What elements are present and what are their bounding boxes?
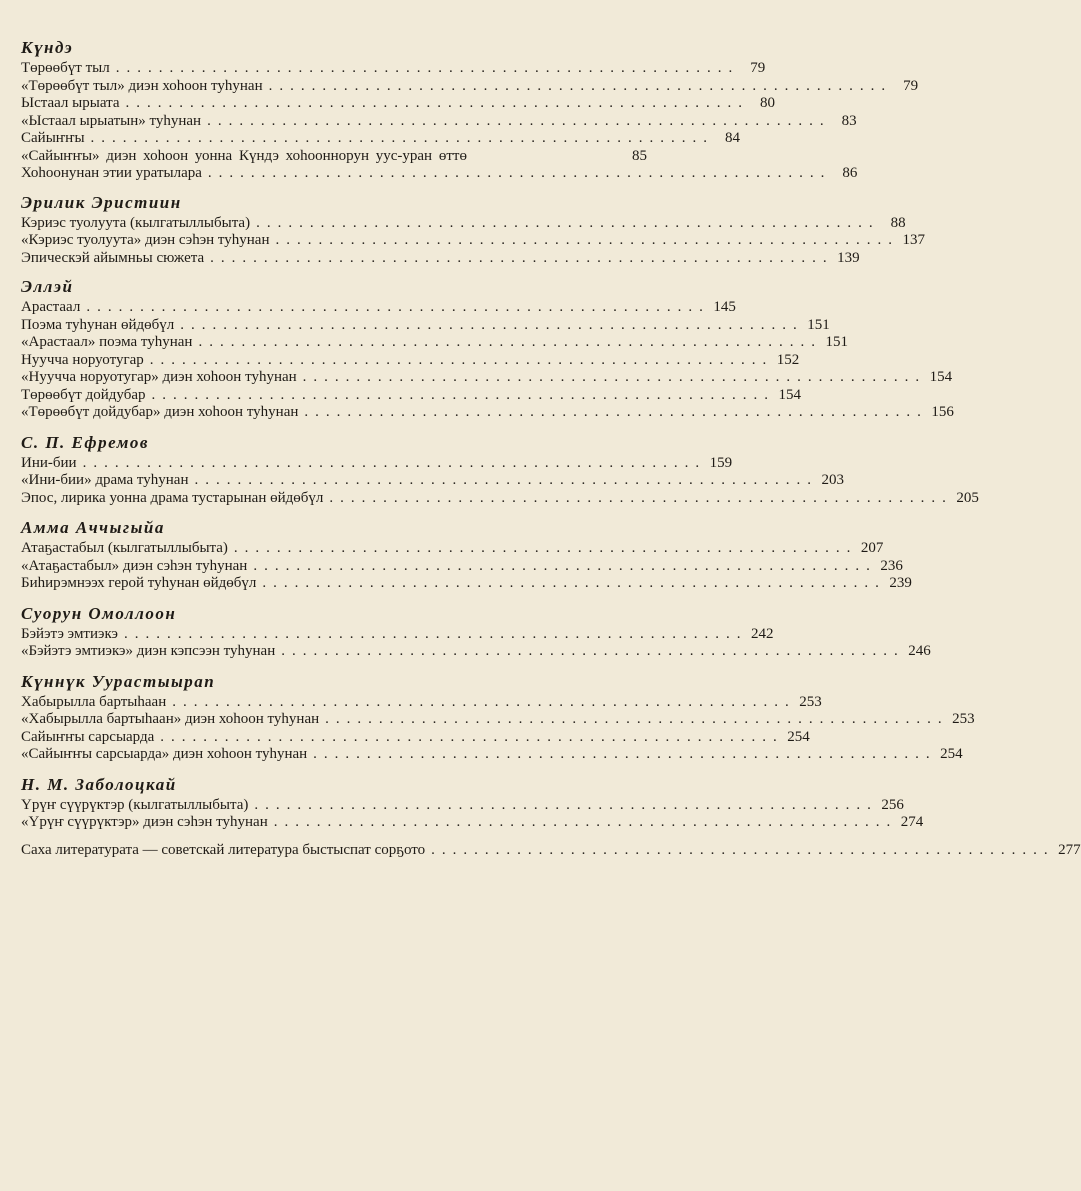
entry-page: 86 — [842, 165, 858, 181]
toc-entry — [21, 625, 774, 644]
entry-title: Хабырылла бартыһаан — [21, 693, 167, 710]
entry-title: Саха литературата — советскай литература быстыспат сорҕото — [21, 841, 426, 858]
leader-dots: .......................................................... — [160, 728, 784, 745]
toc-entry — [21, 454, 733, 473]
entry-page: 253 — [952, 711, 975, 727]
entry-title: Ини-бии — [21, 454, 77, 471]
toc-section — [21, 516, 912, 593]
entry-page: 256 — [881, 796, 904, 813]
leader-dots: .......................................................... — [431, 841, 1055, 858]
toc-entry — [21, 95, 775, 113]
table-of-contents — [21, 36, 1081, 859]
entry-page: 83 — [841, 112, 857, 129]
toc-entry — [21, 77, 919, 96]
leader-dots: .......................................................... — [273, 814, 898, 830]
leader-dots: .......................................................... — [302, 369, 927, 385]
entry-page: 236 — [880, 557, 903, 574]
entry-title: «Бэйэтэ эмтиэкэ» диэн кэпсээн туһунан — [21, 643, 276, 659]
entry-title: «Ини-бии» драма туһунан — [21, 472, 189, 488]
entry-title: «Төрөөбүт тыл» диэн хоһоон туһунан — [21, 77, 263, 94]
leader-dots: .......................................................... — [275, 232, 899, 248]
toc-entry — [21, 643, 931, 661]
leader-dots: .......................................................... — [115, 60, 740, 76]
entry-page: 274 — [900, 814, 924, 830]
entry-page: 154 — [929, 369, 953, 385]
entry-title: «Үрүҥ сүүрүктэр» диэн сэһэн туһунан — [21, 814, 268, 830]
entry-page: 152 — [776, 351, 800, 368]
toc-section — [21, 773, 924, 832]
toc-entry — [21, 60, 766, 78]
section-author: Күннүк Уурастыырап — [21, 671, 216, 691]
leader-dots: .......................................................... — [210, 249, 834, 266]
entry-title: «Сайыҥҥы сарсыарда» диэн хоһоон туһунан — [21, 746, 308, 762]
toc-entry — [21, 540, 884, 558]
leader-dots: .......................................................... — [233, 540, 858, 556]
entry-page: 246 — [908, 643, 931, 659]
toc-section — [21, 36, 919, 183]
entry-page: 145 — [713, 299, 736, 315]
section-author: Н. М. Заболоцкай — [21, 774, 177, 794]
toc-entry — [21, 369, 953, 387]
leader-dots: .......................................................... — [125, 95, 749, 111]
entry-title: «Ыстаал ырыатын» туһунан — [21, 112, 202, 129]
leader-dots: .......................................................... — [281, 643, 905, 659]
section-author: Амма Аччыгыйа — [21, 518, 165, 537]
section-author: Күндэ — [21, 38, 74, 57]
entry-title: Сайыҥҥы сарсыарда — [21, 728, 155, 745]
entry-title: Үрүҥ сүүрүктэр (кылгатыллыбыта) — [21, 796, 249, 813]
toc-entry — [21, 472, 844, 490]
entry-page: 203 — [821, 472, 844, 488]
section-author: Суорун Омоллоон — [21, 603, 177, 623]
leader-dots: .......................................................... — [313, 746, 937, 762]
toc-entry — [21, 557, 903, 576]
entry-title: Нуучча норуотугар — [21, 351, 144, 368]
toc-section — [21, 275, 954, 422]
entry-page: 154 — [778, 386, 801, 403]
toc-entry — [21, 746, 963, 764]
entry-page: 156 — [931, 404, 954, 420]
leader-dots: .......................................................... — [207, 165, 832, 181]
leader-dots: .......................................................... — [325, 711, 949, 727]
leader-dots: .......................................................... — [254, 796, 878, 813]
entry-page: 239 — [889, 575, 912, 591]
toc-entry — [21, 814, 924, 832]
toc-section — [21, 670, 975, 764]
entry-page: 277 — [1058, 841, 1081, 858]
toc-entry — [21, 316, 830, 335]
entry-page: 139 — [837, 249, 860, 266]
toc-entry — [21, 351, 800, 370]
leader-dots: .......................................................... — [268, 77, 893, 94]
leader-dots: .......................................................... — [329, 489, 953, 506]
entry-title: «Хабырылла бартыһаан» диэн хоһоон туһунан — [21, 711, 320, 727]
leader-dots: .......................................................... — [198, 334, 822, 350]
leader-dots: .......................................................... — [194, 472, 818, 488]
toc-section — [21, 602, 931, 661]
toc-entry — [21, 386, 801, 405]
toc-entry-final — [21, 841, 1081, 860]
leader-dots: .......................................................... — [253, 557, 877, 574]
entry-title: Эпос, лирика уонна драма тустарынан өйдөбүл — [21, 489, 324, 506]
section-author: Эрилик Эристиин — [21, 192, 182, 212]
toc-entry — [21, 214, 906, 233]
entry-title: Атаҕастабыл (кылгатыллыбыта) — [21, 540, 228, 556]
leader-dots: .......................................................... — [151, 386, 775, 403]
section-author: Эллэй — [21, 277, 74, 296]
leader-dots: .......................................................... — [180, 316, 804, 333]
entry-title: Бэйэтэ эмтиэкэ — [21, 625, 118, 642]
entry-title: Поэма туһунан өйдөбүл — [21, 316, 175, 333]
entry-title: Сайыҥҥы — [21, 130, 85, 146]
leader-dots: .......................................................... — [149, 351, 774, 368]
toc-entry — [21, 575, 912, 593]
entry-title: Ыстаал ырыата — [21, 95, 120, 111]
toc-entry — [21, 728, 810, 747]
toc-entry — [21, 489, 979, 508]
entry-page: 254 — [787, 728, 810, 745]
entry-page: 242 — [750, 625, 774, 642]
toc-entry — [21, 299, 736, 317]
entry-page: 254 — [940, 746, 963, 762]
leader-dots: .......................................................... — [207, 112, 831, 129]
entry-page: 253 — [799, 693, 822, 710]
toc-entry — [21, 112, 857, 131]
entry-title: Хоһоонунан этии уратылара — [21, 165, 202, 181]
entry-title: Төрөөбүт тыл — [21, 60, 110, 76]
entry-page: 79 — [750, 60, 766, 76]
toc-entry — [21, 130, 741, 148]
toc-entry — [21, 693, 822, 712]
toc-entry — [21, 232, 925, 250]
leader-dots: .......................................................... — [262, 575, 886, 591]
leader-dots: .......................................................... — [82, 454, 707, 471]
leader-dots: .......................................................... — [90, 130, 715, 146]
leader-dots: .......................................................... — [304, 404, 928, 420]
entry-page: 85 — [632, 147, 647, 164]
entry-title: Биһирэмнээх герой туһунан өйдөбүл — [21, 575, 257, 591]
entry-title: «Сайыҥҥы» диэн хоһоон уонна Күндэ хоһооннорун уус-уран өттө — [21, 147, 467, 164]
leader-dots: .......................................................... — [123, 625, 748, 642]
toc-entry — [21, 711, 975, 729]
toc-entry — [21, 249, 860, 268]
entry-page: 151 — [825, 334, 848, 350]
entry-page: 88 — [890, 214, 906, 231]
entry-title: Төрөөбүт дойдубар — [21, 386, 146, 403]
entry-title: «Төрөөбүт дойдубар» диэн хоһоон туһунан — [21, 404, 299, 420]
toc-entry — [21, 796, 904, 815]
entry-page: 207 — [860, 540, 884, 556]
entry-page: 159 — [709, 454, 733, 471]
entry-title: «Кэриэс туолуута» диэн сэһэн туһунан — [21, 232, 270, 248]
entry-page: 80 — [759, 95, 775, 111]
leader-dots: .......................................................... — [256, 214, 880, 231]
toc-entry — [21, 404, 954, 422]
toc-entry — [21, 148, 647, 166]
entry-title: Кэриэс туолуута (кылгатыллыбыта) — [21, 214, 251, 231]
entry-title: «Арастаал» поэма туһунан — [21, 334, 193, 350]
entry-page: 151 — [807, 316, 830, 333]
entry-page: 79 — [903, 77, 919, 94]
entry-title: «Нуучча норуотугар» диэн хоһоон туһунан — [21, 369, 297, 385]
toc-section — [21, 191, 925, 268]
toc-section — [21, 431, 979, 508]
section-author: С. П. Ефремов — [21, 432, 149, 452]
entry-title: «Атаҕастабыл» диэн сэһэн туһунан — [21, 557, 248, 574]
leader-dots: .......................................................... — [86, 299, 710, 315]
entry-page: 205 — [956, 489, 979, 506]
leader-dots: .......................................................... — [172, 693, 796, 710]
entry-page: 84 — [725, 130, 741, 146]
toc-entry — [21, 334, 848, 352]
toc-entry — [21, 165, 858, 183]
entry-page: 137 — [902, 232, 925, 248]
entry-title: Эпическэй айымньы сюжета — [21, 249, 205, 266]
entry-title: Арастаал — [21, 299, 81, 315]
